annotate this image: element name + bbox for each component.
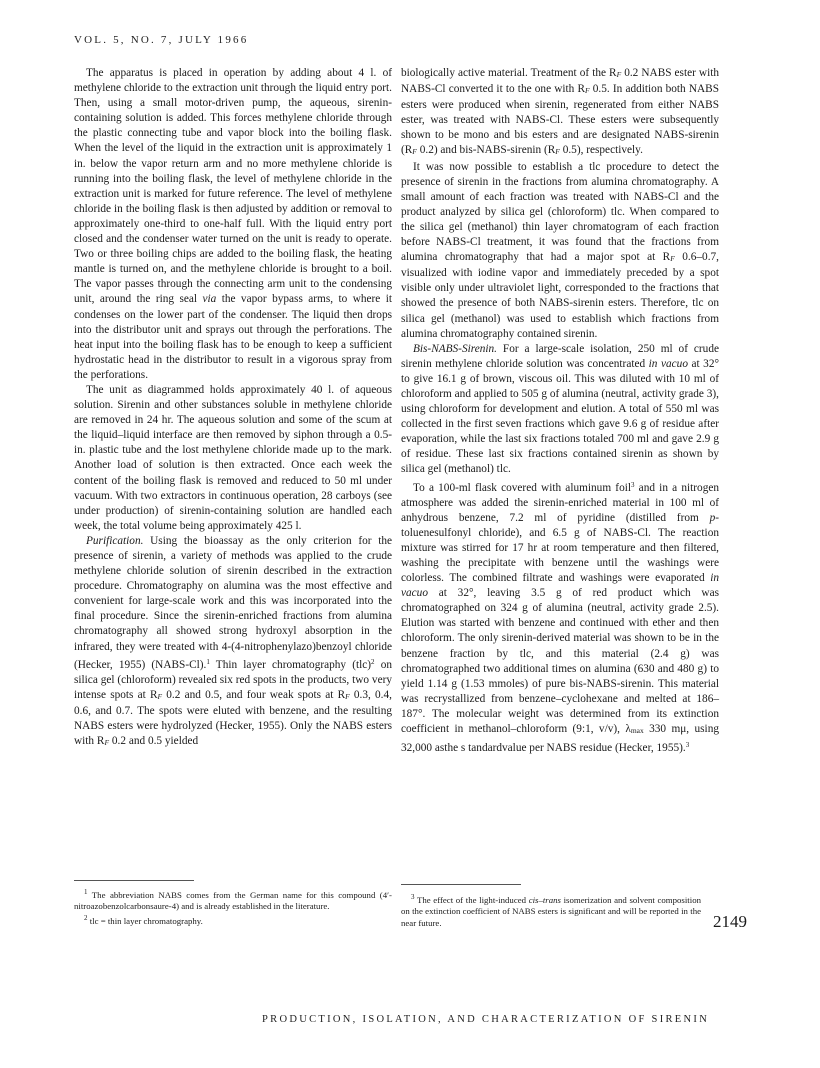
paragraph-apparatus-operation: The apparatus is placed in operation by adding about 4 l. of methylene chloride to the extraction unit through the liquid entry port. Then, using a small motor-driven pump, the aqueous, sirenin-containing solution is added. This forces methylene chloride through the plastic connecting tube and vapor block into the boiling flask. When the level of the liquid in the extraction unit is approximately 1 in. below the vapor return arm and no more methylene chloride is running into the boiling flask, the level of methylene chloride in the extraction unit is marked for future reference. The level of methylene chloride in the boiling flask is then adjusted by addition or removal to approximately one-third to one-half full. With the liquid entry port closed and the condenser water turned on the unit is ready to operate. Two or three boiling chips are added to the boiling flask, the heating mantle is turned on, and the methylene chloride is brought to a boil. The vapor passes through the connecting arm unit to the condensing unit, around the ring seal via the vapor bypass arms, to where it condenses on the lower part of the condenser. The liquid then drops into the distributor unit and sprays out through the perforations. The heat input into the boiling flask has to be enough to keep a sufficient hydrostatic head in the distributor to result in a vigorous spray from the perforations. xyxy=(74,67,392,381)
section-heading-bis-nabs-sirenin: Bis-NABS-Sirenin. xyxy=(413,342,497,355)
paragraph-biological-activity: biologically active material. Treatment of the RF 0.2 NABS ester with NABS-Cl converted it to the one with RF 0.5. In addition both NABS esters were produced when sirenin, regenerated from either NABS ester, was treated with NABS-Cl. These esters were subsequently shown to be mono and bis esters and are designated NABS-sirenin (RF 0.2) and bis-NABS-sirenin (RF 0.5), respectively. xyxy=(401,67,720,157)
footnote-ref-3b: 3 xyxy=(685,741,690,750)
footnotes-left xyxy=(74,887,392,927)
footnote-ref-3: 3 xyxy=(631,480,635,489)
paragraph-bis-nabs-sirenin: Bis-NABS-Sirenin. For a large-scale isolation, 250 ml of crude sirenin methylene chloride solution was concentrated in vacuo at 32° to give 16.1 g of brown, viscous oil. This was diluted with 10 ml of chloroform and applied to 505 g of alumina (neutral, activity grade 3), using chloroform for development and elution. A total of 550 ml was collected in the first seven fractions which gave 9.6 g of residue after evaporation, while the last six fractions totaled 700 ml and gave 2.9 g of residue. These last six fractions contained sirenin as shown by silica gel (methanol) tlc. xyxy=(401,342,719,476)
footnote-3: $^3$ The effect of the light-induced cis–trans isomerization and solvent composition on the extinction coefficient of NABS esters is significant and will be reported in the near future. xyxy=(401,893,701,928)
footnote-ref-1: 1 xyxy=(206,657,210,666)
running-footer: PRODUCTION, ISOLATION, AND CHARACTERIZATION OF SIRENIN xyxy=(262,1014,710,1025)
page-number: 2149 xyxy=(713,912,747,931)
left-column xyxy=(74,66,392,750)
footnote-ref-2: 2 xyxy=(371,657,375,666)
footnote-1: $^1$ The abbreviation NABS comes from the German name for this compound (4′-nitroazobenzolcarbonsaure-4) and is already established in the literature. xyxy=(74,888,392,912)
right-column xyxy=(401,66,719,756)
section-heading-purification: Purification. xyxy=(86,534,144,547)
running-header: VOL. 5, NO. 7, JULY 1966 xyxy=(74,34,249,46)
paragraph-tlc-procedure: It was now possible to establish a tlc procedure to detect the presence of sirenin in the fractions from alumina chromatography. A small amount of each fraction was treated with NABS-Cl and the product analyzed by silica gel (chloroform) tlc. When compared to the silica gel (methanol) thin layer chromatogram of each fraction before NABS-Cl treatment, it was found that the fractions from alumina chromatography that had a major spot at RF 0.6–0.7, visualized with iodine vapor and immediately preceded by a spot visible only under ultraviolet light, corresponded to the fractions that showed the presence of both NABS-sirenin esters. Therefore, tlc on silica gel (methanol) was used to establish which fractions from alumina chromatography contained sirenin. xyxy=(401,160,719,340)
paragraph-reaction: To a 100-ml flask covered with aluminum foil$^3$ and in a nitrogen atmosphere was added the sirenin-enriched material in 100 ml of anhydrous benzene, 7.2 ml of pyridine (distilled from p-toluenesulfonyl chloride), and 6.5 g of NABS-Cl. The reaction mixture was stirred for 17 hr at room temperature and then filtered, washing the precipitate with benzene until the washings were colorless. The combined filtrate and washings were evaporated in vacuo at 32°, leaving 3.5 g of red product which was chromatographed on 324 g of alumina (neutral, activity grade 2.5). Elution was started with benzene and continued with ether and then chloroform. The only sirenin-derived material was shown to be in the benzene fraction by tlc, and this material (2.4 g) was chromatographed two additional times on alumina (630 and 480 g) to yield 1.14 g (1.53 mmoles) of pure bis-NABS-sirenin. This material was recrystallized from benzene–cyclohexane and melted at 186–187°. The molecular weight was determined from its extinction coefficient in methanol–chloroform (9:1, v/v), λmax 330 mμ, using 32,000 asthe s tandardvalue per NABS residue (Hecker, 1955).$^3$ xyxy=(401,480,719,755)
paragraph-unit-capacity: The unit as diagrammed holds approximately 40 l. of aqueous solution. Sirenin and other substances soluble in methylene chloride are removed in 24 hr. The aqueous solution and some of the scum at the liquid–liquid interface are then removed by siphon through a 0.5-in. plastic tube and the lost methylene chloride made up to the mark. Another load of solution is then extracted. Once each week the content of the boiling flask is removed and reduced to 50 ml under vacuum. With two extractors in continuous operation, 28 carboys (see under production) of sirenin-containing solution are handled each week, the total volume being approximately 425 l. xyxy=(74,383,392,532)
footnote-divider-right xyxy=(401,884,521,885)
footnote-2: $^2$ tlc = thin layer chromatography. xyxy=(84,913,203,926)
footnote-divider-left xyxy=(74,880,194,881)
footnotes-right xyxy=(401,892,701,929)
paragraph-purification: Purification. Using the bioassay as the only criterion for the presence of sirenin, a variety of methods was applied to the crude methylene chloride solution of sirenin described in the extraction procedure. Chromatography on alumina was the most effective and convenient for large-scale work and this was incorporated into the final procedure. Since the sirenin-enriched fractions from alumina chromatography all showed strong hydroxyl absorption in the infrared, they were treated with 4-(4-nitrophenylazo)benzoyl chloride (Hecker, 1955) (NABS-Cl).$^1$ Thin layer chromatography (tlc)$^2$ on silica gel (chloroform) revealed six red spots in the products, two very intense spots at RF 0.2 and 0.5, and four weak spots at RF 0.3, 0.4, 0.6, and 0.7. The spots were eluted with benzene, and the resulting NABS esters were hydrolyzed (Hecker, 1955). Only the NABS esters with RF 0.2 and 0.5 yielded xyxy=(74,534,393,748)
